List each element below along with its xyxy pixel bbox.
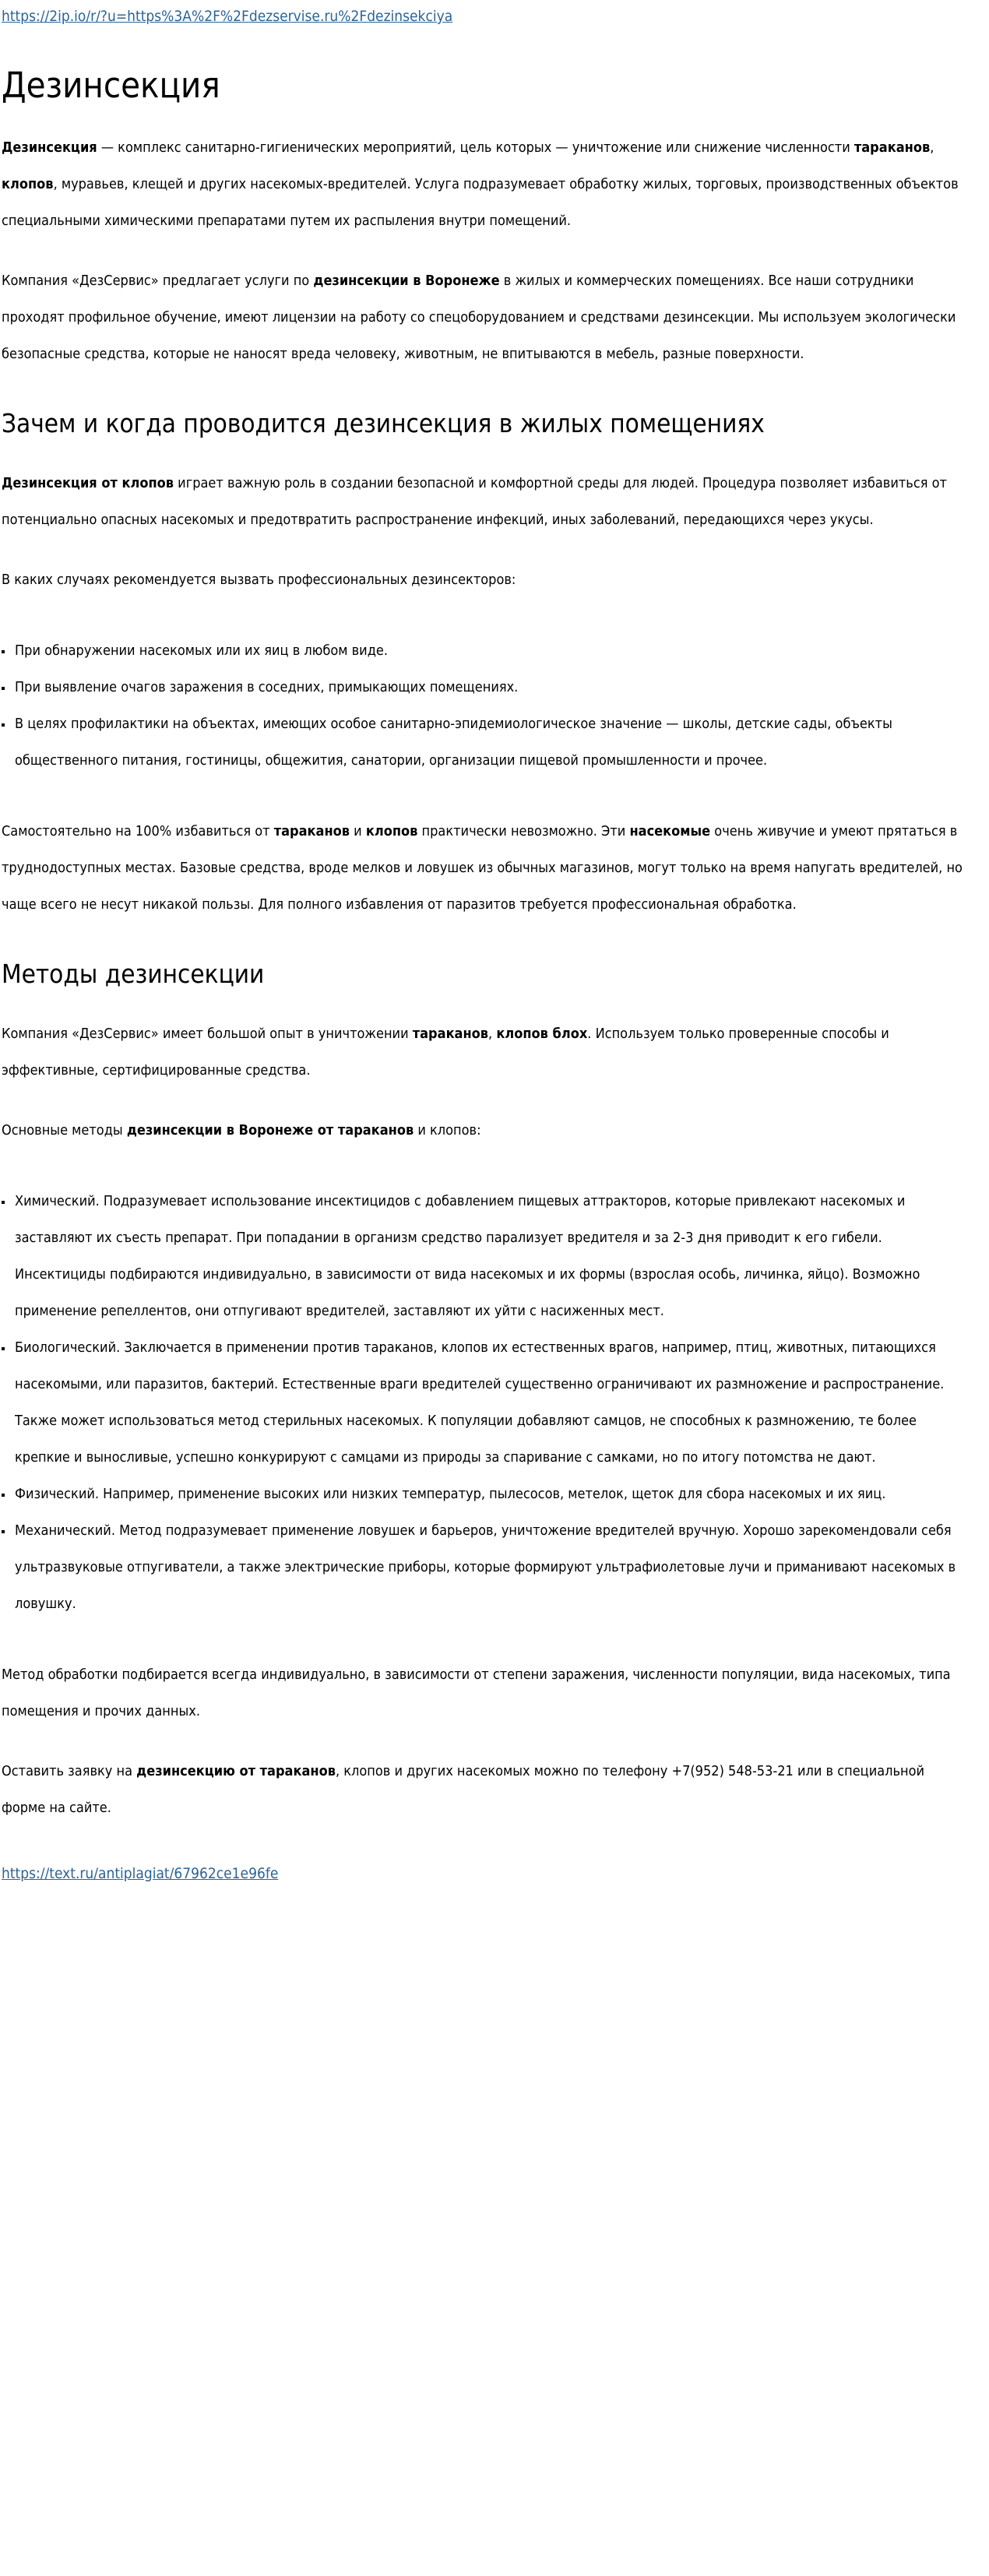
text-run: , клопов и других насекомых можно по телефону +7(952) 548-53-21 или в специальной форме на сайте. <box>2 1762 925 1816</box>
text-run: очень живучие и умеют прятаться в труднодоступных местах. Базовые средства, вроде мелков и ловушек из обычных магазинов, могут только на время напугать вредителей, но чаще всего не несут никакой пользы. Для полного избавления от паразитов требуется профессиональная обработка. <box>2 822 963 913</box>
source-url-link[interactable]: https://2ip.io/r/?u=https%3A%2F%2Fdezservise.ru%2Fdezinsekciya <box>2 8 453 25</box>
text-run: . Используем только проверенные способы и эффективные, сертифицированные средства. <box>2 1025 889 1079</box>
article <box>2 5 972 1885</box>
page-title: Дезинсекция <box>2 65 220 106</box>
text-run: Оставить заявку на <box>2 1762 137 1779</box>
methods-list <box>2 1183 972 1622</box>
list-item: ▪ Химический. Подразумевает использование инсектицидов с добавлением пищевых аттракторов, которые привлекают насекомых и заставляют их съесть препарат. При попадании в организм средство парализует вредителя и за 2-3 дня приводит к его гибели. Инсектициды подбираются индивидуально, в зависимости от вида насекомых и их формы (взрослая особь, личинка, яйцо). Возможно применение репеллентов, они отпугивают вредителей, заставляют их уйти с насиженных мест. <box>13 1183 972 1329</box>
methods-intro-paragraph <box>2 1015 972 1089</box>
list-item: ▪ Механический. Метод подразумевает применение ловушек и барьеров, уничтожение вредителей вручную. Хорошо зарекомендовали себя ультразвуковые отпугиватели, а также электрические приборы, которые формируют ультрафиолетовые лучи и приманивают насекомых в ловушку. <box>13 1512 972 1622</box>
text-run: , муравьев, клещей и других насекомых-вредителей. Услуга подразумевает обработку жилых, торговых, производственных объектов специальными химическими препаратами путем их распыления внутри помещений. <box>2 175 959 229</box>
text-run: , <box>930 139 934 156</box>
bold-text: дезинсекции в Воронеже от тараканов <box>126 1121 414 1138</box>
bold-text: клопов <box>365 822 418 839</box>
cases-lead-paragraph: В каких случаях рекомендуется вызвать профессиональных дезинсекторов: <box>2 571 516 588</box>
list-item: ▪ Физический. Например, применение высоких или низких температур, пылесосов, метелок, щеток для сбора насекомых и их яиц. <box>13 1476 972 1512</box>
methods-lead-paragraph <box>2 1112 972 1149</box>
bold-text: клопов блох <box>496 1025 588 1042</box>
text-run: Компания «ДезСервис» имеет большой опыт в уничтожении <box>2 1025 413 1042</box>
text-run: Компания «ДезСервис» предлагает услуги по <box>2 272 314 289</box>
bold-text: тараканов <box>412 1025 489 1042</box>
text-run: в жилых и коммерческих помещениях. Все наши сотрудники проходят профильное обучение, имеют лицензии на работу со спецоборудованием и средствами дезинсекции. Мы используем экологически безопасные средства, которые не наносят вреда человеку, животным, не впитываются в мебель, разные поверхности. <box>2 272 956 362</box>
bold-text: Дезинсекция от клопов <box>2 474 174 491</box>
text-run: и клопов: <box>414 1121 481 1138</box>
bold-text: дезинсекции в Воронеже <box>313 272 500 289</box>
section-title-why: Зачем и когда проводится дезинсекция в жилых помещениях <box>2 407 765 438</box>
intro-paragraph <box>2 129 972 239</box>
text-run: практически невозможно. Эти <box>417 822 630 839</box>
bold-text: Дезинсекция <box>2 139 97 156</box>
bottom-link-line <box>2 1862 972 1885</box>
bold-text: клопов <box>2 175 54 192</box>
method-selection-paragraph: Метод обработки подбирается всегда индивидуально, в зависимости от степени заражения, численности популяции, вида насекомых, типа помещения и прочих данных. <box>2 1666 951 1719</box>
company-paragraph <box>2 262 972 372</box>
text-run: и <box>350 822 366 839</box>
text-run: Основные методы <box>2 1121 127 1138</box>
bold-text: дезинсекцию от тараканов <box>136 1762 336 1779</box>
bold-text: насекомые <box>629 822 711 839</box>
bold-text: тараканов <box>853 139 931 156</box>
why-intro-paragraph <box>2 465 972 538</box>
list-item: ▪ В целях профилактики на объектах, имеющих особое санитарно-эпидемиологическое значение — школы, детские сады, объекты общественного питания, гостиницы, общежития, санатории, организации пищевой промышленности и прочее. <box>13 706 972 779</box>
contact-paragraph <box>2 1753 972 1826</box>
cases-list <box>2 632 972 779</box>
top-link-line <box>2 5 972 28</box>
section-title-methods: Методы дезинсекции <box>2 958 265 989</box>
text-run: , <box>488 1025 497 1042</box>
antiplagiat-report-link[interactable]: https://text.ru/antiplagiat/67962ce1e96fe <box>2 1864 279 1882</box>
text-run: Самостоятельно на 100% избавиться от <box>2 822 274 839</box>
list-item: ▪ При обнаружении насекомых или их яиц в любом виде. <box>13 632 972 669</box>
bold-text: тараканов <box>273 822 350 839</box>
text-run: играет важную роль в создании безопасной и комфортной среды для людей. Процедура позволяет избавиться от потенциально опасных насекомых и предотвратить распространение инфекций, иных заболеваний, передающихся через укусы. <box>2 474 947 528</box>
list-item: ▪ При выявление очагов заражения в соседних, примыкающих помещениях. <box>13 669 972 706</box>
list-item: ▪ Биологический. Заключается в применении против тараканов, клопов их естественных врагов, например, птиц, животных, питающихся насекомыми, или паразитов, бактерий. Естественные враги вредителей существенно ограничивают их размножение и распространение. Также может использоваться метод стерильных насекомых. К популяции добавляют самцов, не способных к размножению, те более крепкие и выносливые, успешно конкурируют с самцами из природы за спаривание с самками, но по итогу потомства не дают. <box>13 1329 972 1476</box>
self-treatment-paragraph <box>2 813 972 923</box>
text-run: — комплекс санитарно-гигиенических мероприятий, цель которых — уничтожение или снижение численности <box>97 139 854 156</box>
